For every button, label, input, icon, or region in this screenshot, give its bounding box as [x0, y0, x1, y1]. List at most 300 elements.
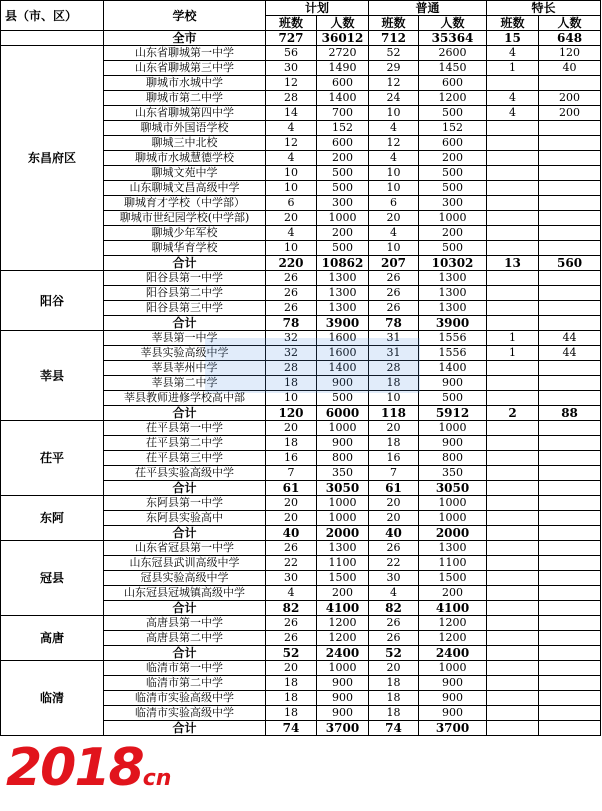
plan-classes-cell: 26: [266, 301, 317, 316]
subtotal-special-people-cell: 560: [539, 256, 601, 271]
special-classes-cell: [487, 211, 539, 226]
school-cell: 聊城市世纪园学校(中学部): [104, 211, 266, 226]
regular-people-cell: 1200: [419, 91, 487, 106]
school-cell: 山东冠县冠城镇高级中学: [104, 586, 266, 601]
plan-classes-cell: 56: [266, 46, 317, 61]
plan-people-cell: 2720: [317, 46, 369, 61]
special-people-cell: [539, 271, 601, 286]
plan-classes-cell: 26: [266, 271, 317, 286]
school-cell: 聊城育才学校（中学部）: [104, 196, 266, 211]
header-special: 特长: [487, 1, 601, 16]
city-total-label: 全市: [104, 31, 266, 46]
special-people-cell: [539, 571, 601, 586]
regular-classes-cell: 26: [369, 286, 419, 301]
plan-people-cell: 1300: [317, 541, 369, 556]
regular-classes-cell: 4: [369, 121, 419, 136]
table-row: [1, 496, 601, 511]
special-people-cell: 200: [539, 91, 601, 106]
regular-classes-cell: 10: [369, 241, 419, 256]
subtotal-special-classes-cell: 13: [487, 256, 539, 271]
regular-people-cell: 800: [419, 451, 487, 466]
header-plan-classes: 班数: [266, 16, 317, 31]
regular-classes-cell: 16: [369, 451, 419, 466]
regular-people-cell: 500: [419, 166, 487, 181]
table-row: [1, 541, 601, 556]
subtotal-plan-classes-cell: 74: [266, 721, 317, 736]
special-people-cell: [539, 421, 601, 436]
subtotal-special-people-cell: [539, 601, 601, 616]
plan-people-cell: 1600: [317, 331, 369, 346]
subtotal-school-cell: 合计: [104, 316, 266, 331]
subtotal-regular-classes-cell: 82: [369, 601, 419, 616]
plan-classes-cell: 18: [266, 706, 317, 721]
special-classes-cell: [487, 121, 539, 136]
special-classes-cell: [487, 631, 539, 646]
subtotal-regular-people-cell: 10302: [419, 256, 487, 271]
plan-classes-cell: 20: [266, 661, 317, 676]
regular-classes-cell: 12: [369, 136, 419, 151]
subtotal-plan-classes-cell: 52: [266, 646, 317, 661]
regular-people-cell: 300: [419, 196, 487, 211]
regular-classes-cell: 26: [369, 301, 419, 316]
plan-people-cell: 200: [317, 226, 369, 241]
regular-people-cell: 500: [419, 391, 487, 406]
subtotal-regular-classes-cell: 78: [369, 316, 419, 331]
regular-classes-cell: 10: [369, 106, 419, 121]
regular-people-cell: 1400: [419, 361, 487, 376]
plan-classes-cell: 20: [266, 421, 317, 436]
regular-people-cell: 900: [419, 376, 487, 391]
regular-people-cell: 1000: [419, 496, 487, 511]
special-people-cell: [539, 496, 601, 511]
plan-classes-cell: 18: [266, 691, 317, 706]
school-cell: 东阿县第一中学: [104, 496, 266, 511]
regular-people-cell: 900: [419, 691, 487, 706]
special-classes-cell: [487, 436, 539, 451]
special-people-cell: [539, 76, 601, 91]
regular-classes-cell: 18: [369, 376, 419, 391]
special-classes-cell: [487, 421, 539, 436]
school-cell: 高唐县第二中学: [104, 631, 266, 646]
plan-classes-cell: 18: [266, 376, 317, 391]
city-total-row: [1, 31, 601, 46]
header-plan-people: 人数: [317, 16, 369, 31]
regular-classes-cell: 18: [369, 706, 419, 721]
subtotal-regular-classes-cell: 52: [369, 646, 419, 661]
special-people-cell: [539, 211, 601, 226]
subtotal-special-people-cell: [539, 481, 601, 496]
plan-people-cell: 1000: [317, 661, 369, 676]
subtotal-special-classes-cell: [487, 526, 539, 541]
special-people-cell: [539, 556, 601, 571]
special-classes-cell: 4: [487, 91, 539, 106]
plan-classes-cell: 10: [266, 166, 317, 181]
plan-classes-cell: 16: [266, 451, 317, 466]
plan-classes-cell: 6: [266, 196, 317, 211]
plan-classes-cell: 4: [266, 586, 317, 601]
regular-classes-cell: 31: [369, 346, 419, 361]
subtotal-plan-people-cell: 3900: [317, 316, 369, 331]
table-row: [1, 331, 601, 346]
city-total-special-classes: 15: [487, 31, 539, 46]
county-cell: 高唐: [1, 616, 104, 661]
plan-classes-cell: 28: [266, 361, 317, 376]
special-people-cell: [539, 361, 601, 376]
subtotal-regular-classes-cell: 74: [369, 721, 419, 736]
regular-people-cell: 1300: [419, 271, 487, 286]
plan-classes-cell: 4: [266, 121, 317, 136]
regular-classes-cell: 52: [369, 46, 419, 61]
plan-people-cell: 1200: [317, 616, 369, 631]
regular-classes-cell: 30: [369, 571, 419, 586]
header-plan: 计划: [266, 1, 369, 16]
subtotal-school-cell: 合计: [104, 406, 266, 421]
regular-people-cell: 350: [419, 466, 487, 481]
special-classes-cell: [487, 286, 539, 301]
school-cell: 茌平县第三中学: [104, 451, 266, 466]
subtotal-plan-classes-cell: 40: [266, 526, 317, 541]
special-classes-cell: [487, 556, 539, 571]
school-cell: 聊城市外国语学校: [104, 121, 266, 136]
plan-people-cell: 350: [317, 466, 369, 481]
regular-people-cell: 200: [419, 151, 487, 166]
subtotal-special-classes-cell: [487, 316, 539, 331]
plan-people-cell: 1300: [317, 301, 369, 316]
subtotal-plan-classes-cell: 82: [266, 601, 317, 616]
school-cell: 阳谷县第一中学: [104, 271, 266, 286]
school-cell: 高唐县第一中学: [104, 616, 266, 631]
school-cell: 阳谷县第二中学: [104, 286, 266, 301]
special-classes-cell: [487, 676, 539, 691]
regular-classes-cell: 26: [369, 631, 419, 646]
county-cell: 冠县: [1, 541, 104, 616]
city-total-special-people: 648: [539, 31, 601, 46]
city-total-blank: [1, 31, 104, 46]
subtotal-school-cell: 合计: [104, 256, 266, 271]
subtotal-special-people-cell: 88: [539, 406, 601, 421]
regular-people-cell: 900: [419, 706, 487, 721]
plan-people-cell: 600: [317, 76, 369, 91]
special-people-cell: 44: [539, 346, 601, 361]
special-classes-cell: [487, 541, 539, 556]
subtotal-regular-classes-cell: 40: [369, 526, 419, 541]
plan-people-cell: 1000: [317, 511, 369, 526]
regular-classes-cell: 18: [369, 691, 419, 706]
plan-people-cell: 1490: [317, 61, 369, 76]
regular-classes-cell: 10: [369, 181, 419, 196]
subtotal-special-classes-cell: [487, 481, 539, 496]
special-people-cell: [539, 241, 601, 256]
table-row: [1, 421, 601, 436]
table-body: [1, 31, 601, 736]
plan-people-cell: 1000: [317, 211, 369, 226]
regular-people-cell: 1100: [419, 556, 487, 571]
school-cell: 聊城文苑中学: [104, 166, 266, 181]
plan-classes-cell: 32: [266, 346, 317, 361]
special-people-cell: [539, 676, 601, 691]
plan-classes-cell: 14: [266, 106, 317, 121]
regular-classes-cell: 10: [369, 391, 419, 406]
special-classes-cell: [487, 706, 539, 721]
regular-classes-cell: 4: [369, 151, 419, 166]
special-classes-cell: [487, 661, 539, 676]
school-cell: 山东省冠县第一中学: [104, 541, 266, 556]
table-row: [1, 46, 601, 61]
city-total-plan-people: 36012: [317, 31, 369, 46]
school-cell: 莘县莘州中学: [104, 361, 266, 376]
regular-people-cell: 1000: [419, 511, 487, 526]
regular-classes-cell: 22: [369, 556, 419, 571]
special-people-cell: [539, 166, 601, 181]
school-cell: 聊城市第二中学: [104, 91, 266, 106]
plan-people-cell: 500: [317, 181, 369, 196]
plan-classes-cell: 18: [266, 436, 317, 451]
plan-people-cell: 1100: [317, 556, 369, 571]
school-cell: 莘县第二中学: [104, 376, 266, 391]
school-cell: 茌平县实验高级中学: [104, 466, 266, 481]
subtotal-plan-people-cell: 6000: [317, 406, 369, 421]
plan-classes-cell: 10: [266, 181, 317, 196]
subtotal-school-cell: 合计: [104, 721, 266, 736]
regular-classes-cell: 20: [369, 211, 419, 226]
regular-classes-cell: 4: [369, 226, 419, 241]
subtotal-plan-classes-cell: 220: [266, 256, 317, 271]
watermark-suffix: cn: [142, 766, 172, 791]
special-classes-cell: [487, 466, 539, 481]
regular-people-cell: 1556: [419, 346, 487, 361]
plan-people-cell: 200: [317, 586, 369, 601]
regular-classes-cell: 10: [369, 166, 419, 181]
school-cell: 临清市实验高级中学: [104, 706, 266, 721]
regular-classes-cell: 20: [369, 496, 419, 511]
school-cell: 山东聊城文昌高级中学: [104, 181, 266, 196]
school-cell: 茌平县第一中学: [104, 421, 266, 436]
subtotal-plan-people-cell: 3700: [317, 721, 369, 736]
header-special-classes: 班数: [487, 16, 539, 31]
subtotal-regular-people-cell: 2000: [419, 526, 487, 541]
subtotal-special-people-cell: [539, 721, 601, 736]
county-cell: 东阿: [1, 496, 104, 541]
watermark-number: 2018: [6, 738, 143, 798]
special-people-cell: 44: [539, 331, 601, 346]
plan-people-cell: 600: [317, 136, 369, 151]
school-cell: 聊城市水城中学: [104, 76, 266, 91]
plan-people-cell: 300: [317, 196, 369, 211]
plan-classes-cell: 28: [266, 91, 317, 106]
plan-classes-cell: 30: [266, 61, 317, 76]
plan-people-cell: 1400: [317, 361, 369, 376]
plan-classes-cell: 4: [266, 151, 317, 166]
school-cell: 聊城少年军校: [104, 226, 266, 241]
plan-people-cell: 1300: [317, 271, 369, 286]
regular-classes-cell: 6: [369, 196, 419, 211]
regular-people-cell: 152: [419, 121, 487, 136]
plan-people-cell: 900: [317, 706, 369, 721]
plan-classes-cell: 7: [266, 466, 317, 481]
school-cell: 莘县实验高级中学: [104, 346, 266, 361]
plan-people-cell: 1500: [317, 571, 369, 586]
subtotal-plan-people-cell: 10862: [317, 256, 369, 271]
special-classes-cell: [487, 76, 539, 91]
regular-people-cell: 900: [419, 436, 487, 451]
regular-people-cell: 600: [419, 76, 487, 91]
regular-people-cell: 500: [419, 181, 487, 196]
plan-people-cell: 1000: [317, 421, 369, 436]
table-row: [1, 271, 601, 286]
special-people-cell: 40: [539, 61, 601, 76]
special-classes-cell: 4: [487, 46, 539, 61]
subtotal-regular-classes-cell: 207: [369, 256, 419, 271]
regular-people-cell: 1500: [419, 571, 487, 586]
regular-people-cell: 1300: [419, 541, 487, 556]
plan-people-cell: 900: [317, 376, 369, 391]
subtotal-regular-people-cell: 5912: [419, 406, 487, 421]
table-row: [1, 661, 601, 676]
plan-people-cell: 1200: [317, 631, 369, 646]
regular-people-cell: 1200: [419, 616, 487, 631]
regular-people-cell: 200: [419, 226, 487, 241]
plan-people-cell: 152: [317, 121, 369, 136]
special-classes-cell: [487, 376, 539, 391]
regular-classes-cell: 12: [369, 76, 419, 91]
regular-people-cell: 1000: [419, 421, 487, 436]
plan-classes-cell: 12: [266, 76, 317, 91]
header-regular-people: 人数: [419, 16, 487, 31]
special-people-cell: [539, 661, 601, 676]
special-people-cell: [539, 706, 601, 721]
plan-classes-cell: 26: [266, 541, 317, 556]
regular-people-cell: 900: [419, 676, 487, 691]
plan-people-cell: 1600: [317, 346, 369, 361]
plan-people-cell: 700: [317, 106, 369, 121]
plan-people-cell: 500: [317, 391, 369, 406]
subtotal-special-people-cell: [539, 526, 601, 541]
regular-people-cell: 500: [419, 241, 487, 256]
county-cell: 阳谷: [1, 271, 104, 331]
plan-people-cell: 500: [317, 166, 369, 181]
plan-people-cell: 800: [317, 451, 369, 466]
school-cell: 阳谷县第三中学: [104, 301, 266, 316]
special-classes-cell: [487, 136, 539, 151]
special-people-cell: [539, 136, 601, 151]
special-people-cell: [539, 691, 601, 706]
county-cell: 东昌府区: [1, 46, 104, 271]
special-people-cell: [539, 301, 601, 316]
special-classes-cell: 1: [487, 61, 539, 76]
plan-classes-cell: 10: [266, 391, 317, 406]
regular-classes-cell: 26: [369, 616, 419, 631]
plan-classes-cell: 20: [266, 496, 317, 511]
special-classes-cell: [487, 571, 539, 586]
regular-classes-cell: 29: [369, 61, 419, 76]
school-cell: 山东省聊城第一中学: [104, 46, 266, 61]
regular-people-cell: 1300: [419, 286, 487, 301]
special-people-cell: [539, 226, 601, 241]
plan-classes-cell: 12: [266, 136, 317, 151]
regular-people-cell: 600: [419, 136, 487, 151]
regular-classes-cell: 4: [369, 586, 419, 601]
regular-people-cell: 2600: [419, 46, 487, 61]
special-classes-cell: [487, 496, 539, 511]
subtotal-regular-classes-cell: 118: [369, 406, 419, 421]
regular-people-cell: 1300: [419, 301, 487, 316]
plan-classes-cell: 4: [266, 226, 317, 241]
special-classes-cell: [487, 511, 539, 526]
regular-people-cell: 200: [419, 586, 487, 601]
special-classes-cell: 1: [487, 346, 539, 361]
header-regular-classes: 班数: [369, 16, 419, 31]
special-classes-cell: [487, 616, 539, 631]
special-people-cell: [539, 376, 601, 391]
special-people-cell: [539, 466, 601, 481]
plan-classes-cell: 22: [266, 556, 317, 571]
regular-people-cell: 1200: [419, 631, 487, 646]
special-people-cell: [539, 451, 601, 466]
special-classes-cell: 4: [487, 106, 539, 121]
regular-people-cell: 1000: [419, 211, 487, 226]
special-people-cell: [539, 391, 601, 406]
school-cell: 聊城三中北校: [104, 136, 266, 151]
school-cell: 莘县教师进修学校高中部: [104, 391, 266, 406]
school-cell: 临清市第一中学: [104, 661, 266, 676]
regular-people-cell: 1450: [419, 61, 487, 76]
subtotal-plan-classes-cell: 120: [266, 406, 317, 421]
subtotal-school-cell: 合计: [104, 526, 266, 541]
special-classes-cell: [487, 586, 539, 601]
regular-classes-cell: 18: [369, 676, 419, 691]
subtotal-plan-classes-cell: 78: [266, 316, 317, 331]
plan-classes-cell: 26: [266, 286, 317, 301]
subtotal-regular-people-cell: 4100: [419, 601, 487, 616]
site-watermark-logo: [6, 738, 171, 809]
subtotal-special-classes-cell: [487, 601, 539, 616]
regular-classes-cell: 20: [369, 511, 419, 526]
special-classes-cell: [487, 301, 539, 316]
special-classes-cell: [487, 361, 539, 376]
regular-people-cell: 500: [419, 106, 487, 121]
school-cell: 冠县实验高级中学: [104, 571, 266, 586]
header-county: 县（市、区）: [1, 1, 104, 31]
subtotal-special-classes-cell: [487, 721, 539, 736]
plan-classes-cell: 32: [266, 331, 317, 346]
school-cell: 临清市第二中学: [104, 676, 266, 691]
regular-classes-cell: 18: [369, 436, 419, 451]
school-cell: 聊城市水城慧德学校: [104, 151, 266, 166]
special-classes-cell: [487, 391, 539, 406]
special-people-cell: [539, 541, 601, 556]
plan-people-cell: 200: [317, 151, 369, 166]
plan-classes-cell: 10: [266, 241, 317, 256]
regular-classes-cell: 24: [369, 91, 419, 106]
special-classes-cell: [487, 151, 539, 166]
county-cell: 茌平: [1, 421, 104, 496]
school-cell: 莘县第一中学: [104, 331, 266, 346]
special-people-cell: [539, 586, 601, 601]
subtotal-regular-people-cell: 3050: [419, 481, 487, 496]
subtotal-special-classes-cell: [487, 646, 539, 661]
special-classes-cell: [487, 241, 539, 256]
school-cell: 山东冠县武训高级中学: [104, 556, 266, 571]
plan-classes-cell: 20: [266, 211, 317, 226]
subtotal-plan-people-cell: 4100: [317, 601, 369, 616]
subtotal-regular-people-cell: 3700: [419, 721, 487, 736]
header-regular: 普通: [369, 1, 487, 16]
special-classes-cell: [487, 181, 539, 196]
school-cell: 聊城华育学校: [104, 241, 266, 256]
table-row: [1, 616, 601, 631]
special-classes-cell: [487, 166, 539, 181]
subtotal-special-people-cell: [539, 316, 601, 331]
